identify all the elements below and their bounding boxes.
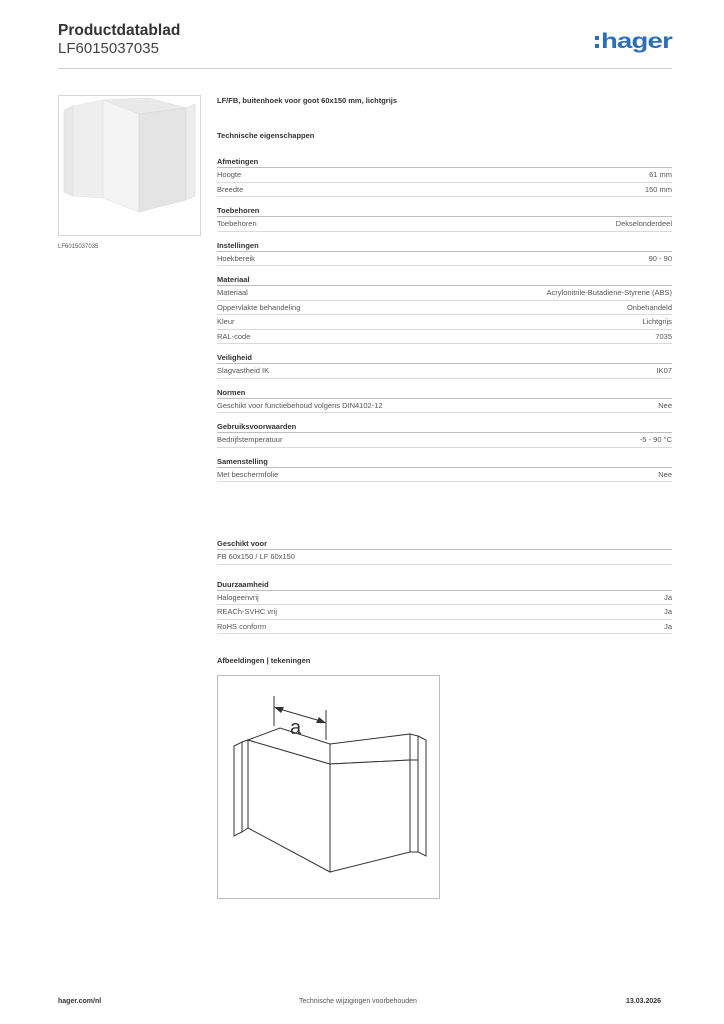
- spec-label: Oppervlakte behandeling: [217, 302, 301, 312]
- spec-label: RAL-code: [217, 331, 251, 341]
- drawings-heading: Afbeeldingen | tekeningen: [217, 656, 311, 665]
- svg-text:hager: hager: [601, 30, 673, 53]
- spec-value: Lichtgrijs: [642, 317, 672, 326]
- spec-row: [217, 468, 672, 483]
- spec-group-title: Toebehoren: [217, 206, 260, 215]
- product-thumbnail: [58, 95, 201, 236]
- durability-group: [217, 579, 672, 635]
- footer-date: 13.03.2026: [626, 998, 662, 1005]
- spec-value: IK07: [656, 366, 672, 375]
- spec-label: Breedte: [217, 184, 244, 194]
- spec-label: Slagvastheid IK: [217, 366, 270, 375]
- spec-value: Ja: [664, 621, 672, 631]
- hager-logo: [594, 29, 674, 55]
- spec-row: [217, 252, 672, 267]
- spec-label: Toebehoren: [217, 219, 257, 228]
- spec-value: Acrylonitrile-Butadiene-Styrene (ABS): [546, 288, 672, 297]
- thumbnail-caption: LF6015037035: [58, 244, 99, 250]
- spec-value: Ja: [664, 607, 672, 616]
- footer-website[interactable]: hager.com/nl: [58, 998, 102, 1005]
- spec-row: [217, 217, 672, 232]
- spec-group-title: Materiaal: [217, 275, 250, 284]
- spec-label: REACh-SVHC vrij: [217, 607, 278, 616]
- header-divider: [58, 68, 672, 69]
- suitable-for-group: [217, 538, 672, 565]
- spec-row: [217, 433, 672, 448]
- spec-group-title: Veiligheid: [217, 353, 253, 362]
- page-title: Productdatablad: [58, 22, 181, 39]
- spec-group: [217, 421, 672, 448]
- durability-title: Duurzaamheid: [217, 579, 269, 589]
- spec-row: [217, 168, 672, 183]
- spec-value: Nee: [658, 400, 672, 410]
- suitable-for-title: Geschikt voor: [217, 539, 268, 548]
- spec-value: -5 - 90 °C: [639, 435, 672, 444]
- spec-row: [217, 605, 672, 620]
- spec-group: [217, 274, 672, 344]
- tech-heading: Technische eigenschappen: [217, 131, 315, 140]
- spec-value: Nee: [658, 469, 672, 479]
- spec-row: [217, 550, 672, 565]
- product-name: LF/FB, buitenhoek voor goot 60x150 mm, lichtgrijs: [217, 96, 398, 105]
- spec-group: [217, 156, 672, 197]
- spec-label: Halogeenvrij: [217, 592, 259, 602]
- spec-row: [217, 301, 672, 316]
- spec-row: [217, 183, 672, 198]
- spec-row: [217, 591, 672, 606]
- spec-row: [217, 364, 672, 379]
- spec-row: [217, 330, 672, 345]
- spec-row: [217, 315, 672, 330]
- spec-label: Geschikt voor functiebehoud volgens DIN4102-12: [217, 400, 383, 410]
- spec-value: Ja: [664, 592, 672, 602]
- spec-label: Materiaal: [217, 288, 248, 297]
- footer-disclaimer: Technische wijzigingen voorbehouden: [299, 998, 417, 1005]
- spec-group-title: Afmetingen: [217, 157, 259, 166]
- spec-value: 61 mm: [649, 170, 672, 179]
- spec-row: [217, 399, 672, 414]
- spec-value: Dekselonderdeel: [615, 219, 672, 228]
- spec-value: 90 - 90: [648, 253, 672, 263]
- dimension-label-a: a: [290, 717, 302, 739]
- spec-group-title: Normen: [217, 387, 246, 397]
- technical-drawing: [217, 675, 440, 899]
- spec-value: 7035: [655, 331, 672, 341]
- article-number: LF6015037035: [58, 40, 159, 57]
- spec-label: Bedrijfstemperatuur: [217, 435, 283, 444]
- spec-label: Hoekbereik: [217, 253, 255, 263]
- spec-row: [217, 286, 672, 301]
- suitability-table: [217, 538, 672, 642]
- spec-value: 150 mm: [644, 184, 672, 194]
- spec-group-title: Samenstelling: [217, 456, 268, 466]
- spec-label: FB 60x150 / LF 60x150: [217, 552, 295, 561]
- spec-table: [217, 156, 672, 490]
- spec-label: Hoogte: [217, 170, 242, 179]
- spec-group: [217, 240, 672, 267]
- spec-value: Onbehandeld: [626, 302, 672, 312]
- spec-row: [217, 620, 672, 635]
- spec-group: [217, 456, 672, 483]
- spec-label: Met beschermfolie: [217, 469, 279, 479]
- spec-group: [217, 205, 672, 232]
- spec-group: [217, 387, 672, 414]
- spec-label: Kleur: [217, 317, 235, 326]
- spec-label: RoHS conform: [217, 621, 267, 631]
- spec-group-title: Gebruiksvoorwaarden: [217, 422, 297, 431]
- spec-group-title: Instellingen: [217, 240, 259, 250]
- spec-group: [217, 352, 672, 379]
